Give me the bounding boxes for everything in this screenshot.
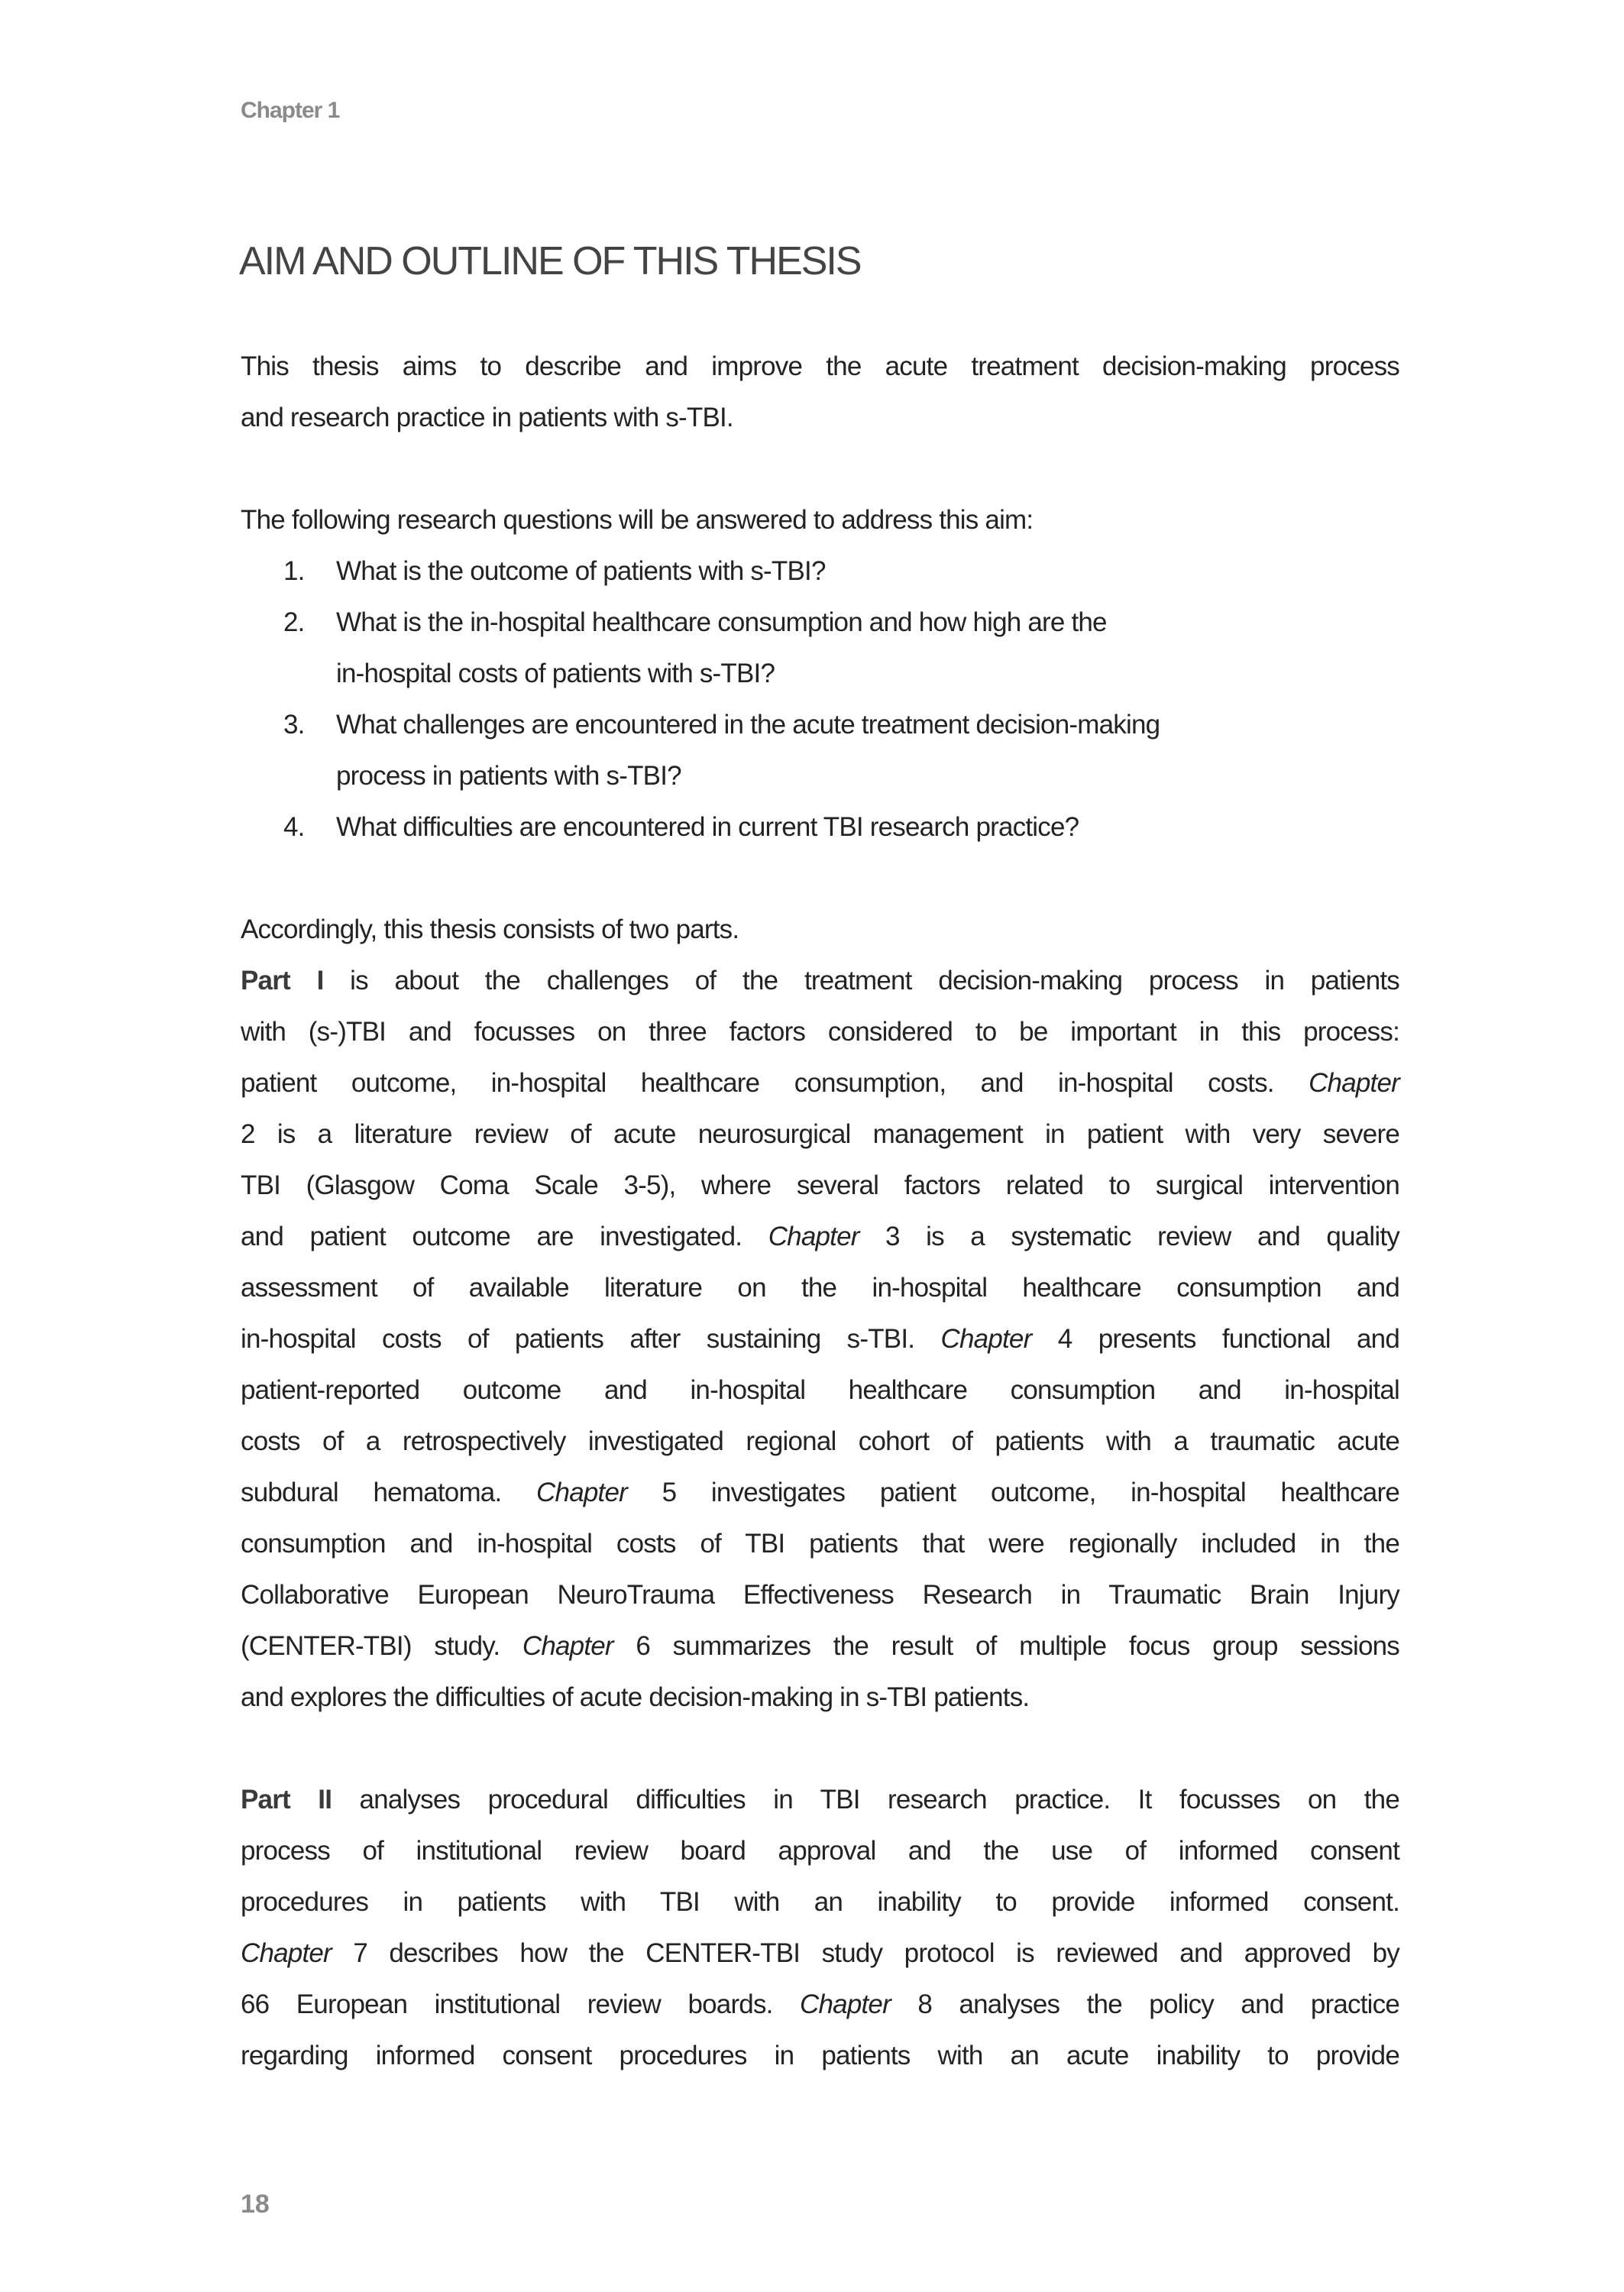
text-line bbox=[241, 1774, 1399, 1825]
text-run: in-hospital costs of patients after sustaining s-TBI. bbox=[241, 1324, 941, 1354]
list-item-line bbox=[241, 648, 1399, 699]
text-run: and explores the difficulties of acute decision-making in s-TBI patients. bbox=[241, 1682, 1030, 1712]
text-line bbox=[241, 1365, 1399, 1416]
text-run: and patient outcome are investigated. bbox=[241, 1222, 768, 1251]
text-run: TBI (Glasgow Coma Scale 3-5), where several factors related to surgical intervention bbox=[241, 1170, 1399, 1200]
text-run: 2 is a literature review of acute neurosurgical management in patient with very severe bbox=[241, 1119, 1399, 1149]
text-run: assessment of available literature on the in-hospital healthcare consumption and bbox=[241, 1273, 1399, 1303]
text-run: What difficulties are encountered in current TBI research practice? bbox=[336, 812, 1079, 842]
text-line bbox=[241, 1057, 1399, 1109]
text-run: 6 summarizes the result of multiple focus group sessions bbox=[613, 1631, 1399, 1661]
text-run: process of institutional review board approval and the use of informed consent bbox=[241, 1836, 1399, 1866]
list-item-line bbox=[241, 597, 1399, 648]
text-run: 7 describes how the CENTER-TBI study protocol is reviewed and approved by bbox=[331, 1938, 1399, 1968]
italic-text: Chapter bbox=[940, 1324, 1032, 1354]
bold-text: Part II bbox=[241, 1785, 332, 1814]
text-line bbox=[241, 1160, 1399, 1211]
text-run: process in patients with s-TBI? bbox=[336, 761, 681, 791]
text-run: Collaborative European NeuroTrauma Effectiveness Research in Traumatic Brain Injury bbox=[241, 1580, 1399, 1610]
italic-text: Chapter bbox=[522, 1631, 613, 1661]
italic-text: Chapter bbox=[800, 1989, 891, 2019]
text-line bbox=[241, 1109, 1399, 1160]
text-line bbox=[241, 1518, 1399, 1569]
text-run: patient-reported outcome and in-hospital healthcare consumption and in-hospital bbox=[241, 1375, 1399, 1405]
text-run: What is the in-hospital healthcare consumption and how high are the bbox=[336, 607, 1107, 637]
text-line bbox=[241, 1876, 1399, 1928]
text-line bbox=[241, 1211, 1399, 1262]
italic-text: Chapter bbox=[241, 1938, 332, 1968]
bold-text: Part I bbox=[241, 966, 324, 995]
text-run: with (s-)TBI and focusses on three factors considered to be important in this process: bbox=[241, 1017, 1399, 1047]
text-run: What challenges are encountered in the acute treatment decision-making bbox=[336, 710, 1160, 740]
text-line bbox=[241, 1620, 1399, 1672]
text-line bbox=[241, 1262, 1399, 1313]
text-run: Accordingly, this thesis consists of two parts. bbox=[241, 915, 739, 944]
text-line bbox=[241, 1416, 1399, 1467]
italic-text: Chapter bbox=[1309, 1068, 1399, 1098]
list-number: 1. bbox=[283, 556, 305, 586]
page-number: 18 bbox=[241, 2190, 270, 2219]
text-line bbox=[241, 1313, 1399, 1365]
text-line bbox=[241, 1825, 1399, 1876]
text-run: patient outcome, in-hospital healthcare consumption, and in-hospital costs. bbox=[241, 1068, 1309, 1098]
text-line bbox=[241, 904, 1399, 955]
text-run: 4 presents functional and bbox=[1031, 1324, 1399, 1354]
text-line bbox=[241, 1979, 1399, 2030]
text-line bbox=[241, 1467, 1399, 1518]
text-run: analyses procedural difficulties in TBI research practice. It focusses on the bbox=[332, 1785, 1399, 1814]
text-run: (CENTER-TBI) study. bbox=[241, 1631, 522, 1661]
text-line bbox=[241, 1928, 1399, 1979]
list-item-line bbox=[241, 801, 1399, 853]
list-number: 4. bbox=[283, 812, 305, 842]
paragraph-gap bbox=[241, 443, 1399, 494]
text-run: consumption and in-hospital costs of TBI patients that were regionally included in the bbox=[241, 1529, 1399, 1559]
list-item-line bbox=[241, 699, 1399, 750]
list-item-line bbox=[241, 545, 1399, 597]
text-run: is about the challenges of the treatment decision-making process in patients bbox=[323, 966, 1399, 995]
paragraph-gap bbox=[241, 1723, 1399, 1774]
body-text bbox=[241, 341, 1399, 2081]
section-title: AIM AND OUTLINE OF THIS THESIS bbox=[239, 239, 861, 283]
text-run: What is the outcome of patients with s-TBI? bbox=[336, 556, 826, 586]
text-line bbox=[241, 1672, 1399, 1723]
text-line bbox=[241, 955, 1399, 1006]
list-number: 2. bbox=[283, 607, 305, 637]
text-run: 66 European institutional review boards. bbox=[241, 1989, 801, 2019]
text-line bbox=[241, 1006, 1399, 1057]
text-line bbox=[241, 392, 1399, 443]
text-line bbox=[241, 1569, 1399, 1620]
text-run: costs of a retrospectively investigated regional cohort of patients with a traumatic acute bbox=[241, 1426, 1399, 1456]
list-item-line bbox=[241, 750, 1399, 801]
list-number: 3. bbox=[283, 710, 305, 740]
text-run: 8 analyses the policy and practice bbox=[890, 1989, 1399, 2019]
text-run: 3 is a systematic review and quality bbox=[859, 1222, 1399, 1251]
italic-text: Chapter bbox=[768, 1222, 859, 1251]
paragraph-gap bbox=[241, 853, 1399, 904]
text-run: This thesis aims to describe and improve the acute treatment decision-making process bbox=[241, 351, 1399, 381]
text-run: 5 investigates patient outcome, in-hospital healthcare bbox=[626, 1478, 1399, 1507]
text-run: and research practice in patients with s-TBI. bbox=[241, 403, 733, 432]
text-run: procedures in patients with TBI with an inability to provide informed consent. bbox=[241, 1887, 1399, 1917]
text-line bbox=[241, 2030, 1399, 2081]
text-line bbox=[241, 494, 1399, 545]
text-line bbox=[241, 341, 1399, 392]
text-run: in-hospital costs of patients with s-TBI? bbox=[336, 659, 775, 688]
text-run: subdural hematoma. bbox=[241, 1478, 537, 1507]
text-run: The following research questions will be answered to address this aim: bbox=[241, 505, 1034, 535]
italic-text: Chapter bbox=[536, 1478, 627, 1507]
text-run: regarding informed consent procedures in patients with an acute inability to provide bbox=[241, 2041, 1399, 2070]
running-head-chapter: Chapter 1 bbox=[241, 98, 340, 123]
